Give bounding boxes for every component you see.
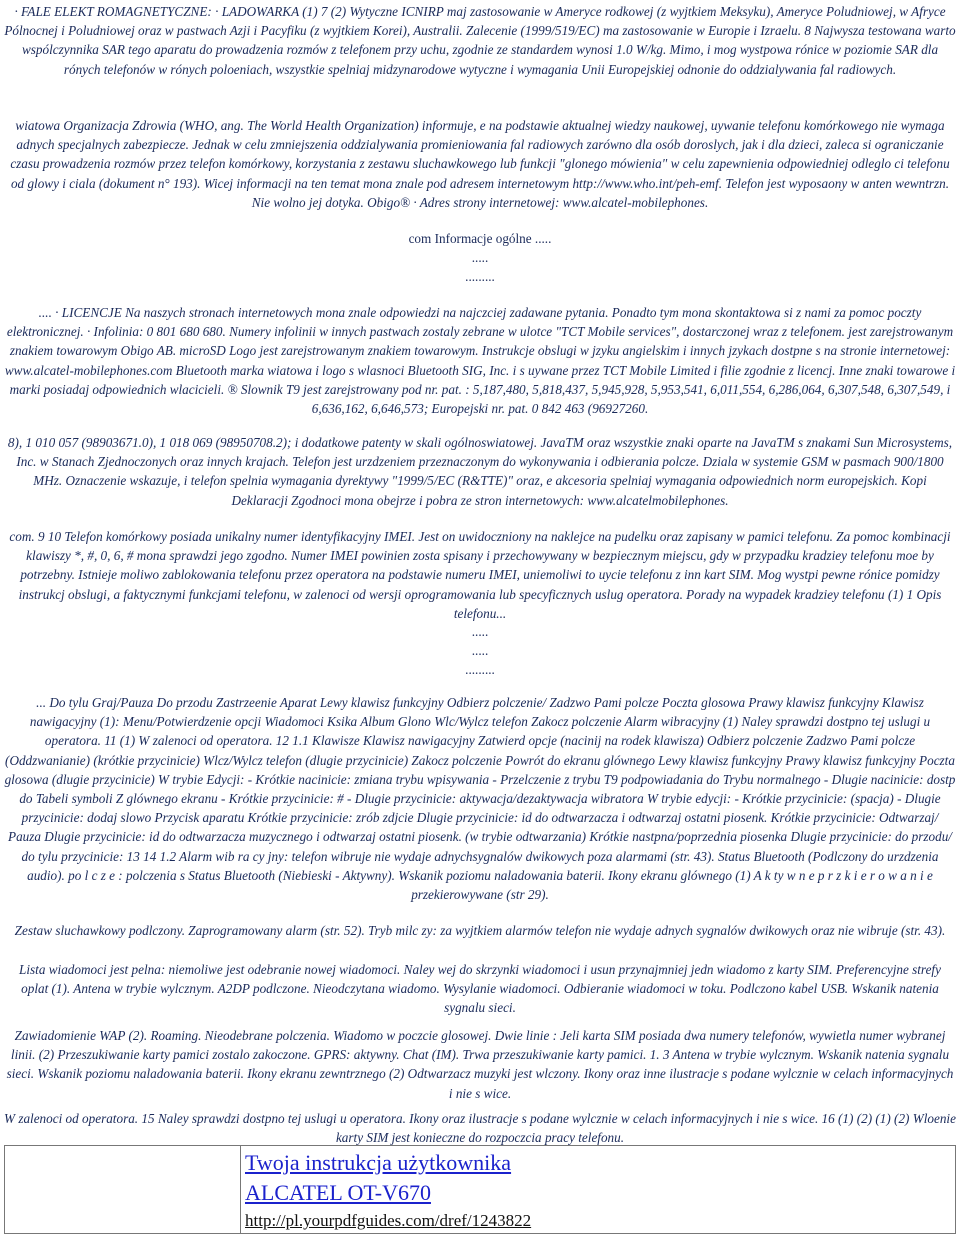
- footer-divider-middle: [240, 1145, 241, 1233]
- paragraph-text: Lista wiadomoci jest pelna: niemoliwe jest odebranie nowej wiadomoci. Naley wej do skrzynki wiadomoci i usun przynajmniej jedn wiadomo z karty SIM. Preferencyjne strefy oplat (1). Antena w trybie wylcznym. A2DP podlczone. Nieodczytana wiadomo. Wysylanie wiadomoci. Odbieranie wiadomoci w toku. Podlczono kabel USB. Wskanik natenia sygnalu sieci.: [19, 962, 941, 1016]
- paragraph-text: Zawiadomienie WAP (2). Roaming. Nieodebrane polczenia. Wiadomo w poczcie glosowej. Dwie linie : Jeli karta SIM posiada dwa numery telefonów, wywietla numer wybranej linii. (2) Przeszukiwanie karty pamici zostalo zakoczone. GPRS: aktywny. Chat (IM). Trwa przeszukiwanie karty pamici. 1. 3 Antena w trybie wylcznym. Wskanik natenia sygnalu sieci. Wskanik poziomu naladowania baterii. Ikony ekranu zewntrznego (2) Odtwarzacz muzyki jest wlczony. Ikony oraz inne ilustracje s podane wylcznie w celach informacyjnych i nie s wice.: [6, 1028, 954, 1101]
- dots-line: .....: [471, 624, 489, 639]
- paragraph-text: com Informacje ogólne .....: [408, 231, 552, 246]
- paragraph-headset: [0, 921, 960, 940]
- paragraph-who: [0, 116, 960, 212]
- paragraph-text: · FALE ELEKT ROMAGNETYCZNE: · LADOWARKA (1) 7 (2) Wytyczne ICNIRP maj zastosowanie w Ameryce rodkowej (z wyjtkiem Meksyku), Ameryce Poludniowej, w Afryce Pólnocnej i Poludniowej oraz w pastwach Azji i Pacyfiku (z wyjtkiem Korei), Australii. Zalecenie (1999/519/EC) ma zastosowanie w Europie i Izraelu. 8 Najwysza testowana warto wspólczynnika SAR tego aparatu do prowadzenia rozmów z telefonem przy uchu, zgodnie ze standardem wynosi 1.0 W/kg. Mimo, i mog wystpowa rónice w poziomie SAR dla rónych telefonów w rónych poloeniach, wszystkie spelniaj midzynarodowe wytyczne i wymagania Unii Europejskiej odnonie do oddzialywania fal radiowych.: [4, 4, 956, 77]
- paragraph-text: W zalenoci od operatora. 15 Naley sprawdzi dostpno tej uslugi u operatora. Ikony oraz ilustracje s podane wylcznie w celach informacyjnych i nie s wice. 16 (1) (2) (1) (2) Wloenie karty SIM jest konieczne do rozpoczcia pracy telefonu.: [4, 1111, 956, 1146]
- user-manual-link[interactable]: Twoja instrukcja użytkownika: [245, 1150, 512, 1175]
- paragraph-text: Zestaw sluchawkowy podlczony. Zaprogramowany alarm (str. 52). Tryb milc zy: za wyjtkiem alarmów telefon nie wydaje adnych sygnalów dwikowych oraz nie wibruje (str. 43).: [14, 923, 946, 938]
- paragraph-text: ... Do tylu Graj/Pauza Do przodu Zastrzeenie Aparat Lewy klawisz funkcyjny Odbierz polczenie/ Zadzwo Pami polcze Poczta glosowa Prawy klawisz funkcyjny Klawisz nawigacyjny (1): Menu/Potwierdzenie opcji Wiadomoci Ksika Album Glono Wlc/Wylcz telefon Zakocz polczenie Alarm wibracyjny (1) Naley sprawdzi dostpno tej uslugi u operatora. 11 (1) W zalenoci od operatora. 12 1.1 Klawisze Klawisz nawigacyjny Zatwierd opcje (nacinij na rodek klawisza) Odbierz polczenie Zadzwo Pami polcze (Oddzwanianie) (krótkie przycinicie) Wlcz/Wylcz telefon (dlugie przycinicie) Zakocz polczenie Powrót do ekranu glównego Lewy klawisz funkcyjny Prawy klawisz funkcyjny Poczta glosowa (dlugie przycinicie) W trybie Edycji: - Krótkie nacinicie: zmiana trybu wpisywania - Przelczenie z trybu T9 podpowiadania do Trybu normalnego - Dlugie nacinicie: dostp do Tabeli symboli Z glównego ekranu - Krótkie przycinicie: # - Dlugie przycinicie: aktywacja/dezaktywacja wibratora W trybie edycji: - Krótkie przycinicie: (spacja) - Dlugie przycinicie: dodaj slowo Przycisk aparatu Krótkie przycinicie: zrób zdjcie Dlugie przycinicie: id do odtwarzacza i odtwarzaj ostatni piosenk. Krótkie przycinicie: Odtwarzaj/ Pauza Dlugie przycinicie: id do odtwarzacza muzycznego i odtwarzaj ostatni piosenk. (w trybie odtwarzania) Krótkie nastpna/poprzednia piosenka Dlugie przycinicie: do przodu/ do tylu przycinicie: 13 14 1.2 Alarm wib ra cy jny: telefon wibruje nie wydaje adnychsygnalów dwikowych poza alarmami (str. 43). Status Bluetooth (Podlczony do urzdzenia audio). po l c z e : polczenia s Status Bluetooth (Niebieski - Aktywny). Wskanik poziomu naladowania baterii. Ikony ekranu glównego (1) A k ty w n e p r z k i e r o w a n i e przekierowywane (str 29).: [4, 695, 956, 903]
- dots-line: .........: [465, 269, 495, 285]
- paragraph-text: .... · LICENCJE Na naszych stronach internetowych mona znale odpowiedzi na najczciej zadawane pytania. Ponadto tym mona skontaktowa si z nami za pomoc poczty elektronicznej. · Infolinia: 0 801 680 680. Numery infolinii w innych pastwach zostaly zebrane w ulotce "TCT Mobile services", dostarczonej wraz z telefonem. jest zarejstrowanym znakiem towarowym Obigo AB. microSD Logo jest zarejstrowanym znakiem towarowym. Instrukcje obslugi w jzyku angielskim i innych jzykach dostpne s na stronie internetowej: www.alcatel-mobilephones.com Bluetooth marka wiatowa i logo s wlasnoci Bluetooth SIG, Inc. i s uywane przez TCT Mobile Limited i filie zgodnie z licencj. Inne znaki towarowe i marki posiadaj odpowiednich wlacicieli. ® Slownik T9 jest zarejstrowany pod nr. pat. : 5,187,480, 5,818,437, 5,945,928, 5,953,541, 6,011,554, 6,286,064, 6,307,548, 6,307,549, i 6,636,162, 6,646,573; Europejski nr. pat. 0 842 463 (96927260.: [4, 305, 956, 417]
- footer-divider-right: [955, 1145, 956, 1233]
- paragraph-message-list: [0, 960, 960, 1018]
- paragraph-text: wiatowa Organizacja Zdrowia (WHO, ang. The World Health Organization) informuje, e na podstawie aktualnej wiedzy naukowej, uywanie telefonu komórkowego nie wymaga adnych specjalnych zabezpiecze. Jednak w celu zmniejszenia oddzialywania promieniowania fal radiowych zarówno dla osób doroslych, jak i dla dzieci, zaleca si ograniczanie czasu prowadzenia rozmów przez telefon komórkowy, korzystania z zestawu sluchawkowego lub funkcji "glonego mówienia" w celu zapewnienia odpowiedniej odleglo ci telefonu od glowy i ciala (dokument n° 193). Wicej informacji na ten temat mona znale pod adresem internetowym http://www.who.int/peh-emf. Telefon jest wyposaony w anten wewntrzn. Nie wolno jej dotyka. Obigo® · Adres strony internetowej: www.alcatel-mobilephones.: [10, 118, 950, 210]
- paragraph-wap: [0, 1026, 960, 1103]
- dots-line: .....: [471, 643, 489, 659]
- dots-group: [0, 622, 960, 680]
- paragraph-general-info: [0, 229, 960, 287]
- paragraph-operator: [0, 1109, 960, 1147]
- paragraph-imei: [0, 527, 960, 623]
- paragraph-text: 8), 1 010 057 (98903671.0), 1 018 069 (98950708.2); i dodatkowe patenty w skali ogólnoswiatowej. JavaTM oraz wszystkie znaki oparte na JavaTM s znakami Sun Microsystems, Inc. w Stanach Zjednoczonych oraz innych krajach. Telefon jest urzdzeniem przeznaczonym do wykonywania i odbierania polcze. Dziala w systemie GSM w pasmach 900/1800 MHz. Oznaczenie wskazuje, i telefon spelnia wymagania dyrektywy "1999/5/EC (R&TTE)" oraz, e akcesoria spelniaj wymagania odpowiednich norm europejskich. Kopi Deklaracji Zgodnoci mona obejrze i pobra ze stron internetowych: www.alcatelmobilephones.: [7, 435, 953, 508]
- footer-links: [245, 1148, 531, 1234]
- paragraph-licences: [0, 303, 960, 418]
- footer-divider-top: [4, 1145, 956, 1146]
- paragraph-patents: [0, 433, 960, 510]
- dots-line: .....: [471, 250, 489, 266]
- model-link[interactable]: ALCATEL OT-V670: [245, 1180, 431, 1205]
- guide-url-link[interactable]: http://pl.yourpdfguides.com/dref/1243822: [245, 1211, 532, 1230]
- paragraph-text: com. 9 10 Telefon komórkowy posiada unikalny numer identyfikacyjny IMEI. Jest on uwidoczniony na naklejce na pudelku oraz zapisany w pamici telefonu. Za pomoc kombinacji klawiszy *, #, 0, 6, # mona sprawdzi jego zgodno. Numer IMEI powinien zosta spisany i przechowywany w bezpiecznym miejscu, gdy w przypadku kradziey telefonu moe by potrzebny. Istnieje moliwo zablokowania telefonu przez operatora na podstawie numeru IMEI, uniemoliwi to uycie telefonu z inn kart SIM. Mog wystpi pewne rónice pomidzy instrukcj obslugi, a faktycznymi funkcjami telefonu, w zalenoci od wersji oprogramowania lub specyficznych uslug operatora. Porady na wypadek kradziey telefonu (1) 1 Opis telefonu...: [9, 529, 951, 621]
- footer-divider-left: [4, 1145, 5, 1233]
- dots-line: .........: [465, 662, 495, 678]
- paragraph-keys: [0, 693, 960, 904]
- paragraph-emf: [0, 2, 960, 79]
